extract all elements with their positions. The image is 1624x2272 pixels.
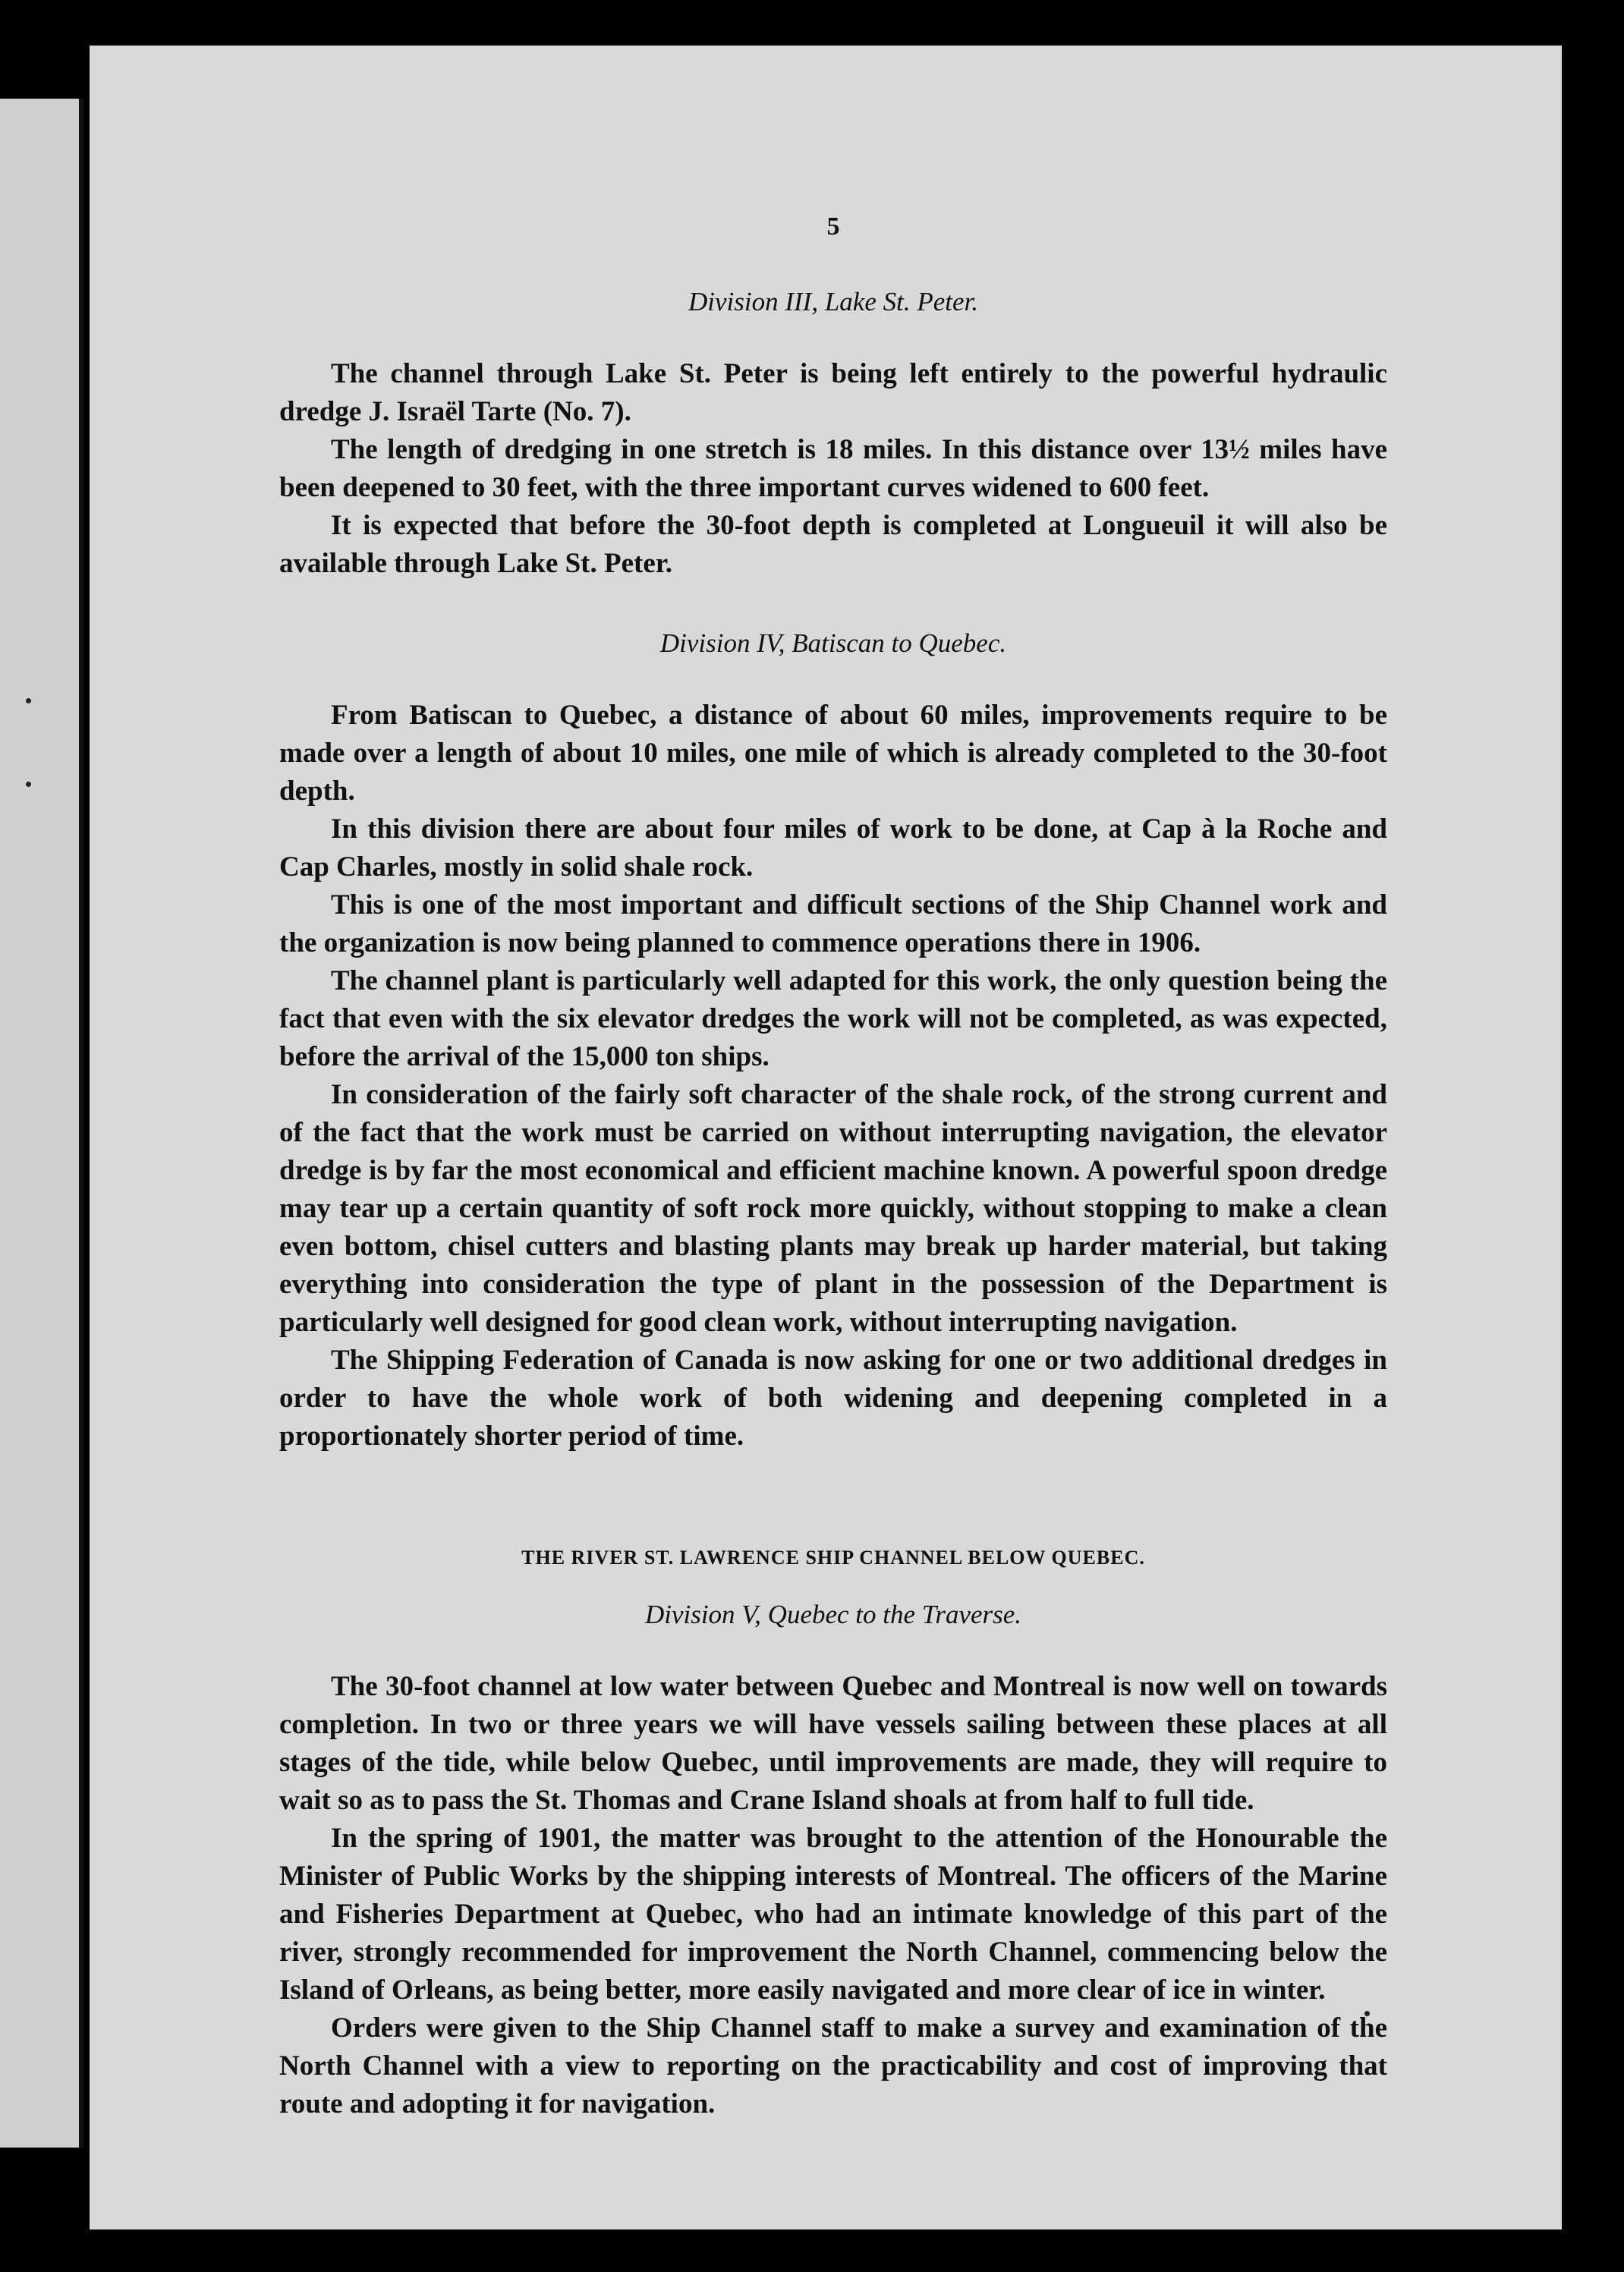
division-heading: Division III, Lake St. Peter. — [688, 287, 978, 316]
paragraph: It is expected that before the 30-foot depth is completed at Longueuil it will also be available through Lake St. Peter. — [279, 510, 1387, 579]
paragraph: The Shipping Federation of Canada is now asking for one or two additional dredges in order to have the whole work of both widening and deepening completed in a proportionately shorter period of time. — [279, 1345, 1387, 1452]
division-v-section — [279, 1600, 1387, 2123]
division-heading: Division V, Quebec to the Traverse. — [644, 1600, 1022, 1629]
page-content — [279, 212, 1387, 2169]
paragraph: This is one of the most important and difficult sections of the Ship Channel work and the organization is now being planned to commence operations there in 1906. — [279, 889, 1387, 958]
division-iii-section — [279, 287, 1387, 583]
division-iv-section — [279, 628, 1387, 1455]
paragraph: The 30-foot channel at low water between Quebec and Montreal is now well on towards completion. In two or three years we will have vessels sailing between these places at all stages of the tide, while below Quebec, until improvements are made, they will require to wait so as to pass the St. Thomas and Crane Island shoals at from half to full tide. — [279, 1671, 1387, 1816]
paragraph: In this division there are about four miles of work to be done, at Cap à la Roche and Cap Charles, mostly in solid shale rock. — [279, 813, 1387, 883]
paragraph: In consideration of the fairly soft character of the shale rock, of the strong current and of the fact that the work must be carried on without interrupting navigation, the elevator dredge is by far the most economical and efficient machine known. A powerful spoon dredge may tear up a certain quantity of soft rock more quickly, without stopping to make a clean even bottom, chisel cutters and blasting plants may break up harder material, but taking everything into consideration the type of plant in the possession of the Department is particularly well designed for good clean work, without interrupting navigation. — [279, 1079, 1387, 1338]
paragraph: From Batiscan to Quebec, a distance of about 60 miles, improvements require to be made over a length of about 10 miles, one mile of which is already completed to the 30-foot depth. — [279, 700, 1387, 807]
paragraph: Orders were given to the Ship Channel staff to make a survey and examination of the North Channel with a view to reporting on the practicability and cost of improving that route and adopting it for navigation. — [279, 2012, 1387, 2119]
speck — [26, 698, 31, 703]
paragraph: The length of dredging in one stretch is 18 miles. In this distance over 13½ miles have been deepened to 30 feet, with the three important curves widened to 600 feet. — [279, 434, 1387, 503]
division-heading: Division IV, Batiscan to Quebec. — [659, 628, 1007, 658]
paragraph: In the spring of 1901, the matter was brought to the attention of the Honourable the Minister of Public Works by the shipping interests of Montreal. The officers of the Marine and Fisheries Department at Quebec, who had an intimate knowledge of this part of the river, strongly recommended for improvement the North Channel, commencing below the Island of Orleans, as being better, more easily navigated and more clear of ice in winter. — [279, 1823, 1387, 2006]
paragraph: The channel through Lake St. Peter is being left entirely to the powerful hydraulic dredge J. Israël Tarte (No. 7). — [279, 358, 1387, 427]
document-page — [90, 46, 1562, 2230]
section-heading: THE RIVER ST. LAWRENCE SHIP CHANNEL BELOW QUEBEC. — [521, 1547, 1145, 1569]
facing-page-edge — [0, 99, 83, 2148]
page-number: 5 — [826, 212, 840, 241]
speck — [26, 782, 31, 787]
paragraph: The channel plant is particularly well adapted for this work, the only question being the fact that even with the six elevator dredges the work will not be completed, as was expected, before the arrival of the 15,000 ton ships. — [279, 965, 1387, 1072]
